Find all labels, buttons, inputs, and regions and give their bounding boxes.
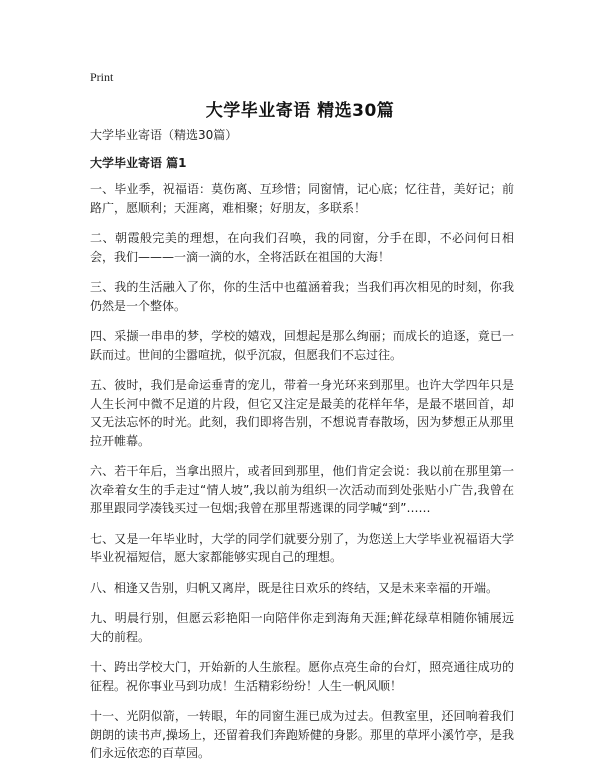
paragraph: 一、毕业季，祝福语：莫伤离、互珍惜；同窗情，记心底；忆往昔，美好记；前路广，愿顺利；天涯离，难相聚；好朋友，多联系！ xyxy=(90,182,514,215)
paragraph: 六、若干年后，当拿出照片，或者回到那里，他们肯定会说：我以前在那里第一次牵着女生的手走过“情人坡”,我以前为组织一次活动而到处张贴小广告,我曾在那里跟同学凑钱买过一包烟;我曾在那里帮逃课的同学喊“到”…… xyxy=(90,464,514,515)
paragraph: 七、又是一年毕业时，大学的同学们就要分别了，为您送上大学毕业祝福语大学毕业祝福短信，愿大家都能够实现自己的理想。 xyxy=(90,531,514,564)
paragraph: 十、跨出学校大门，开始新的人生旅程。愿你点亮生命的台灯，照亮通往成功的征程。祝你事业马到功成！生活精彩纷纷！人生一帆风顺！ xyxy=(90,660,514,693)
paragraph: 五、彼时，我们是命运垂青的宠儿，带着一身光环来到那里。也许大学四年只是人生长河中微不足道的片段，但它又注定是最美的花样年华，是最不堪回首，却又无法忘怀的时光。此刻，我们即将告别，不想说青春散场，因为梦想正从那里拉开帷幕。 xyxy=(90,378,514,448)
paragraph: 八、相逢又告别，归帆又离岸，既是往日欢乐的终结，又是未来幸福的开端。 xyxy=(90,580,499,595)
paragraph: 四、采撷一串串的梦，学校的嬉戏，回想起是那么绚丽；而成长的追逐，竟已一跃而过。世间的尘嚣喧扰，似乎沉寂，但愿我们不忘过往。 xyxy=(90,329,514,362)
paragraph: 十一、光阴似箭，一转眼，年的同窗生涯已成为过去。但教室里，还回响着我们朗朗的读书声,操场上，还留着我们奔跑矫健的身影。那里的草坪小溪竹亭，是我们永远依恋的百草园。 xyxy=(90,709,514,760)
document-body xyxy=(90,126,514,775)
print-link[interactable]: Print xyxy=(90,70,114,84)
paragraph: 九、明晨行别，但愿云彩艳阳一向陪伴你走到海角天涯;鲜花绿草相随你铺展远大的前程。 xyxy=(90,611,514,644)
section-heading: 大学毕业寄语 篇1 xyxy=(90,156,187,170)
document-subtitle: 大学毕业寄语（精选30篇） xyxy=(90,128,238,142)
page-title: 大学毕业寄语 精选30篇 xyxy=(205,101,395,121)
paragraph: 三、我的生活融入了你，你的生活中也蕴涵着我；当我们再次相见的时刻，你我仍然是一个整体。 xyxy=(90,280,514,313)
paragraph: 二、朝霞般完美的理想，在向我们召唤，我的同窗，分手在即，不必问何日相会，我们———一滴一滴的水，全将活跃在祖国的大海！ xyxy=(90,231,514,264)
